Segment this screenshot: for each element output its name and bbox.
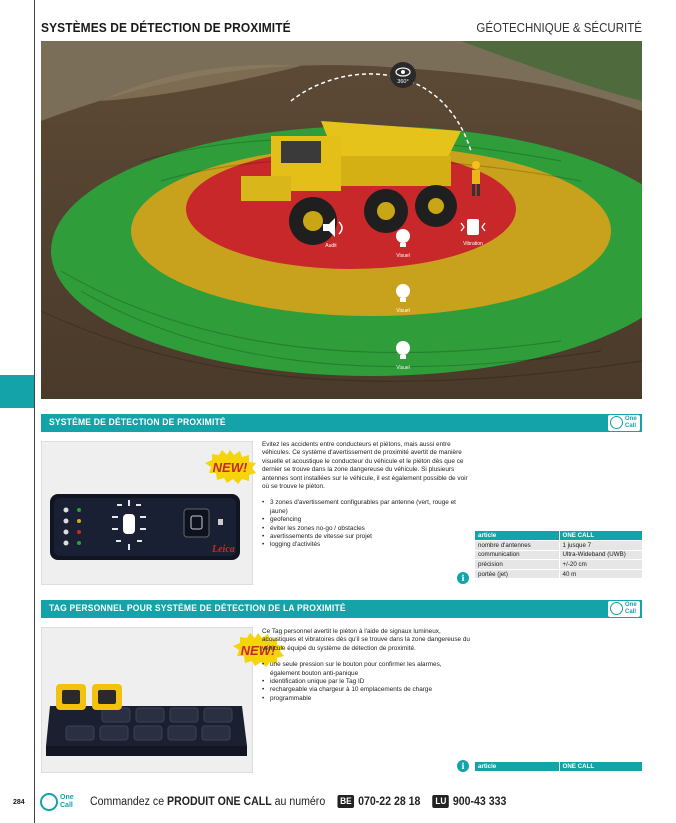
phone-number-be[interactable]: 070-22 28 18 (358, 796, 421, 808)
phone-number-lu[interactable]: 900-43 333 (452, 796, 507, 808)
360-label: 360° (397, 79, 409, 85)
section-title: SYSTÈME DE DÉTECTION DE PROXIMITÉ (49, 417, 226, 427)
feature-item: • logging d'activités (262, 541, 472, 549)
feature-item: • rechargeable via chargeur à 10 emplacements de charge (262, 686, 472, 694)
table-row: communication Ultra-Wideband (UWB) (475, 550, 642, 560)
section2-spec-table (475, 762, 642, 772)
product-image-tag-charger (41, 627, 253, 773)
feature-item: • identification unique par le Tag ID (262, 678, 472, 686)
phone-icon (40, 793, 58, 811)
page-number: 284 (13, 799, 25, 806)
page-title: SYSTÈMES DE DÉTECTION DE PROXIMITÉ (41, 20, 291, 35)
feature-item: • avertissements de vitesse sur projet (262, 533, 472, 541)
page-category: GÉOTECHNIQUE & SÉCURITÉ (476, 21, 642, 35)
feature-item: • 3 zones d'avertissement configurables par antenne (vert, rouge et jaune) (262, 499, 472, 516)
table-row: nombre d'antennes 1 jusque 7 (475, 541, 642, 551)
country-badge-lu: LU (433, 795, 450, 808)
section-header-proximity-system (41, 414, 642, 432)
leica-logo: Leica (212, 544, 235, 555)
phone-icon (610, 602, 623, 615)
feature-item: • une seule pression sur le bouton pour confirmer les alarmes, également bouton anti-panique (262, 661, 472, 678)
new-badge (204, 450, 256, 484)
table-header-row: article ONE CALL (475, 762, 642, 772)
one-call-badge: One Call (608, 601, 640, 617)
section1-feature-list (262, 499, 472, 549)
svg-text:NEW!: NEW! (240, 643, 276, 658)
info-icon[interactable]: i (457, 760, 469, 772)
feature-item: • geofencing (262, 516, 472, 524)
tag-device (92, 684, 122, 710)
hero-image (41, 41, 642, 399)
svg-text:Visuel: Visuel (396, 253, 410, 259)
phone-icon (610, 416, 623, 429)
order-line: Commandez ce PRODUIT ONE CALL au numéro BE 070-22 28 18 LU 900-43 333 (90, 796, 507, 808)
section-title: TAG PERSONNEL POUR SYSTÈME DE DÉTECTION DE LA PROXIMITÉ (49, 603, 346, 613)
svg-text:NEW!: NEW! (212, 460, 248, 475)
one-call-logo: One Call (40, 793, 76, 811)
table-row: précision +/-20 cm (475, 560, 642, 570)
page-footer (0, 790, 676, 814)
svg-text:Vibration: Vibration (463, 241, 483, 247)
section2-description: Ce Tag personnel avertit le piéton à l'aide de signaux lumineux, acoustiques et vibratoires dès qu'il se trouve dans la zone dangereuse du véhicule équipé du système de détection de proximité. • une seule pression sur le bouton pour confirmer les alarmes, également bouton anti-panique • identification unique par le Tag ID • rechargeable via chargeur à 10 emplacements de charge • programmable (262, 628, 472, 703)
margin-line (34, 0, 35, 823)
section-header-personal-tag (41, 600, 642, 618)
svg-text:Audit: Audit (325, 243, 337, 249)
info-icon[interactable]: i (457, 572, 469, 584)
table-header-row: article ONE CALL (475, 531, 642, 541)
charger-illustration (42, 628, 252, 772)
country-badge-be: BE (337, 795, 354, 808)
section1-description: Evitez les accidents entre conducteurs et piétons, mais aussi entre véhicules. Ce système d'avertissement de proximité avertit de manière visuelle et acoustique le conducteur du véhicule et le piéton dès que ce dernier se trouve dans la zone dangereuse du véhicule. Si plusieurs antennes sont installées sur le véhicule, il est également possible de voir où se trouve le piéton. • 3 zones d'avertissement configurables par antenne (vert, rouge et jaune) • geofencing • éviter les zones no-go / obstacles • avertissements de vitesse sur projet • logging d'activités (262, 441, 472, 550)
hero-illustration (41, 41, 642, 399)
feature-item: • éviter les zones no-go / obstacles (262, 525, 472, 533)
svg-text:Visuel: Visuel (396, 365, 410, 371)
one-call-badge: One Call (608, 415, 640, 431)
section1-spec-table (475, 531, 642, 579)
chapter-tab (0, 375, 34, 408)
feature-item: • programmable (262, 695, 472, 703)
section2-feature-list (262, 661, 472, 703)
table-row: portée (jet) 40 m (475, 569, 642, 579)
tag-device (56, 684, 86, 710)
svg-text:Visuel: Visuel (396, 308, 410, 314)
